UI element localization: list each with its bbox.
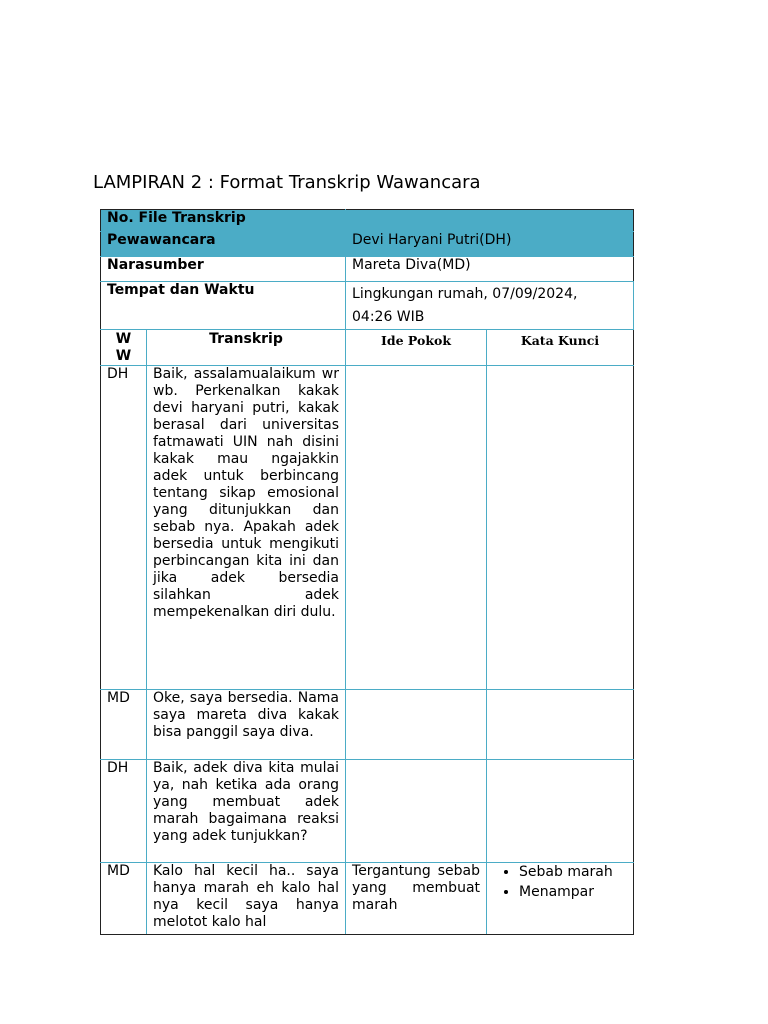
meta-label-source: Narasumber	[101, 257, 346, 282]
meta-value-source: Mareta Diva(MD)	[346, 257, 634, 282]
speaker-cell: DH	[101, 366, 147, 690]
place-time-line2: 04:26 WIB	[352, 309, 425, 325]
speaker-cell: MD	[101, 690, 147, 760]
meta-label-interviewer: Pewawancara	[101, 232, 346, 257]
col-ww	[101, 330, 147, 366]
list-item: • Menampar	[519, 883, 627, 902]
meta-row-interviewer	[101, 232, 634, 257]
meta-value-interviewer: Devi Haryani Putri(DH)	[346, 232, 634, 257]
kata-kunci-cell	[487, 863, 634, 935]
transcript-table	[100, 209, 634, 935]
meta-row-place-time	[101, 282, 634, 330]
transcript-cell: Baik, assalamualaikum wr wb. Perkenalkan kakak devi haryani putri, kakak berasal dari universitas fatmawati UIN nah disini kakak mau ngajakkin adek untuk berbincang tentang sikap emosional yang ditunjukkan dan sebab nya. Apakah adek bersedia untuk mengikuti perbincangan kita ini dan jika adek bersedia silahkan adek mempekenalkan diri dulu.	[147, 366, 346, 690]
table-row	[101, 690, 634, 760]
kata-kunci-cell	[487, 760, 634, 863]
col-ide-pokok: Ide Pokok	[346, 330, 487, 366]
meta-label-file: No. File Transkrip	[101, 210, 346, 232]
kata-kunci-cell	[487, 690, 634, 760]
col-ww-line2: W	[115, 348, 132, 364]
meta-value-file	[346, 210, 634, 232]
place-time-line1: Lingkungan rumah, 07/09/2024,	[352, 286, 578, 302]
transcript-cell: Oke, saya bersedia. Nama saya mareta diva kakak bisa panggil saya diva.	[147, 690, 346, 760]
column-header-row	[101, 330, 634, 366]
ide-pokok-cell	[346, 690, 487, 760]
col-transkrip: Transkrip	[147, 330, 346, 366]
col-kata-kunci: Kata Kunci	[487, 330, 634, 366]
meta-row-source	[101, 257, 634, 282]
kata-kunci-list	[489, 863, 627, 902]
meta-row-file	[101, 210, 634, 232]
list-item: • Sebab marah	[519, 863, 627, 882]
ide-pokok-cell: Tergantung sebab yang membuat marah	[346, 863, 487, 935]
kata-kunci-cell	[487, 366, 634, 690]
table-row	[101, 760, 634, 863]
ide-pokok-cell	[346, 366, 487, 690]
meta-label-place-time: Tempat dan Waktu	[101, 282, 346, 330]
page-heading: LAMPIRAN 2 : Format Transkrip Wawancara	[93, 172, 481, 193]
col-ww-line1: W	[115, 331, 132, 347]
table-row	[101, 366, 634, 690]
speaker-cell: DH	[101, 760, 147, 863]
transcript-cell: Kalo hal kecil ha.. saya hanya marah eh kalo hal nya kecil saya hanya melotot kalo hal	[147, 863, 346, 935]
speaker-cell: MD	[101, 863, 147, 935]
ide-pokok-cell	[346, 760, 487, 863]
transcript-cell: Baik, adek diva kita mulai ya, nah ketika ada orang yang membuat adek marah bagaimana reaksi yang adek tunjukkan?	[147, 760, 346, 863]
table-row	[101, 863, 634, 935]
meta-value-place-time	[346, 282, 634, 330]
